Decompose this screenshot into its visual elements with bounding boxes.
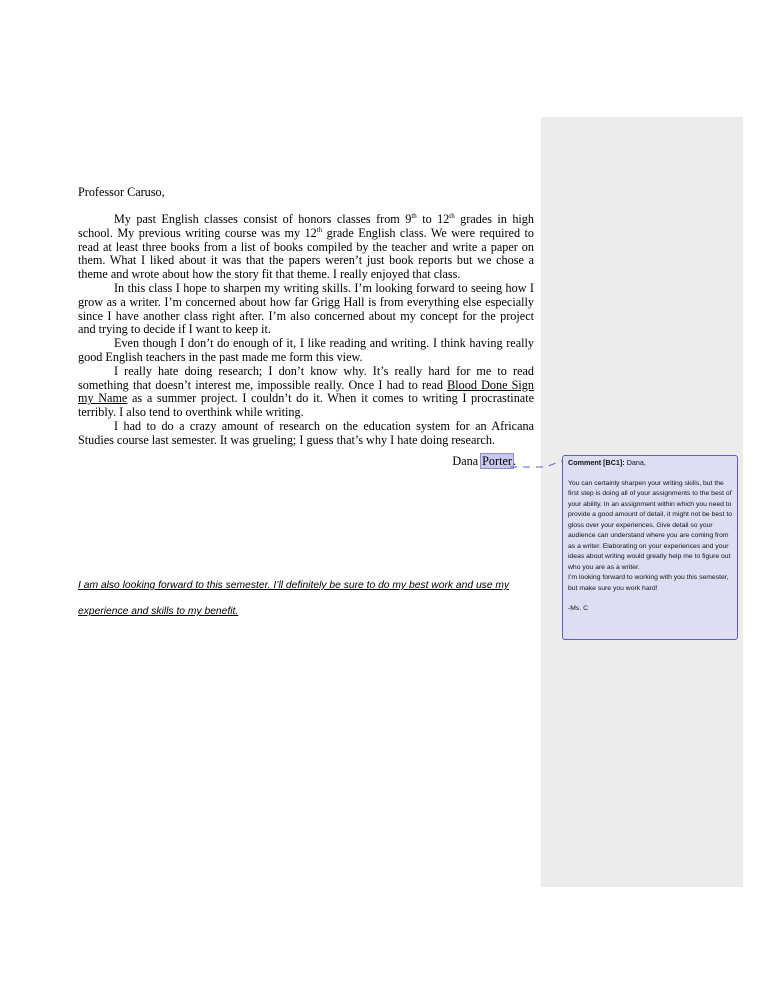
comment-signoff: -Ms. C [568, 605, 589, 612]
paragraph-4: I really hate doing research; I don’t know why. It’s really hard for me to read something that doesn’t interest me, impossible really. Once I had to read Blood Done Sign my Name as a summer project. I couldn’t do it. When it comes to writing I procrastinate terribly. I also tend to overthink while writing. [78, 363, 534, 420]
comment-body: You can certainly sharpen your writing skills, but the first step is doing all of your assignments to the best of your ability. In an assignment within which you need to provide a good amount of detail, it might not be best to gloss over your experiences. Give detail so your audience can understand where you are coming from as a writer. Elaborating on your experiences and your ideas about writing would greatly help me to figure out who you are as a writer. [568, 479, 732, 571]
letter-body [78, 213, 534, 448]
comment-label: Comment [BC1]: [568, 458, 625, 467]
comment-anchor-highlight[interactable]: Porter [482, 454, 512, 468]
signature: Dana Porter. [452, 454, 516, 468]
comment-balloon[interactable] [562, 455, 738, 640]
book-title: Blood Done Sign my Name [78, 377, 534, 406]
comment-greeting: Dana, [624, 458, 646, 467]
salutation: Professor Caruso, [78, 185, 165, 199]
paragraph-2: In this class I hope to sharpen my writing skills. I’m looking forward to seeing how I grow as a writer. I’m concerned about how far Grigg Hall is from everything else especially since I have another class right after. I’m also concerned about my concept for the project and trying to decide if I want to keep it. [78, 280, 534, 337]
paragraph-3: Even though I don’t do enough of it, I like reading and writing. I think having really good English teachers in the past made me form this view. [78, 336, 534, 364]
comment-closing: I’m looking forward to working with you this semester, but make sure you work hard! [568, 574, 729, 592]
paragraph-5: I had to do a crazy amount of research on the education system for an Africana Studies course last semester. It was grueling; I guess that’s why I hate doing research. [78, 418, 534, 447]
paragraph-1: My past English classes consist of honors classes from 9th to 12th grades in high school. My previous writing course was my 12th grade English class. We were required to read at least three books from a list of books compiled by the teacher and write a paper on them. What I liked about it was that the papers weren’t just book reports but we chose a theme and wrote about how the story fit that theme. I really enjoyed that class. [78, 212, 534, 282]
italic-note: I am also looking forward to this semester. I’ll definitely be sure to do my best work and use my experience and skills to my benefit. [78, 580, 510, 617]
comment-header [568, 458, 733, 469]
